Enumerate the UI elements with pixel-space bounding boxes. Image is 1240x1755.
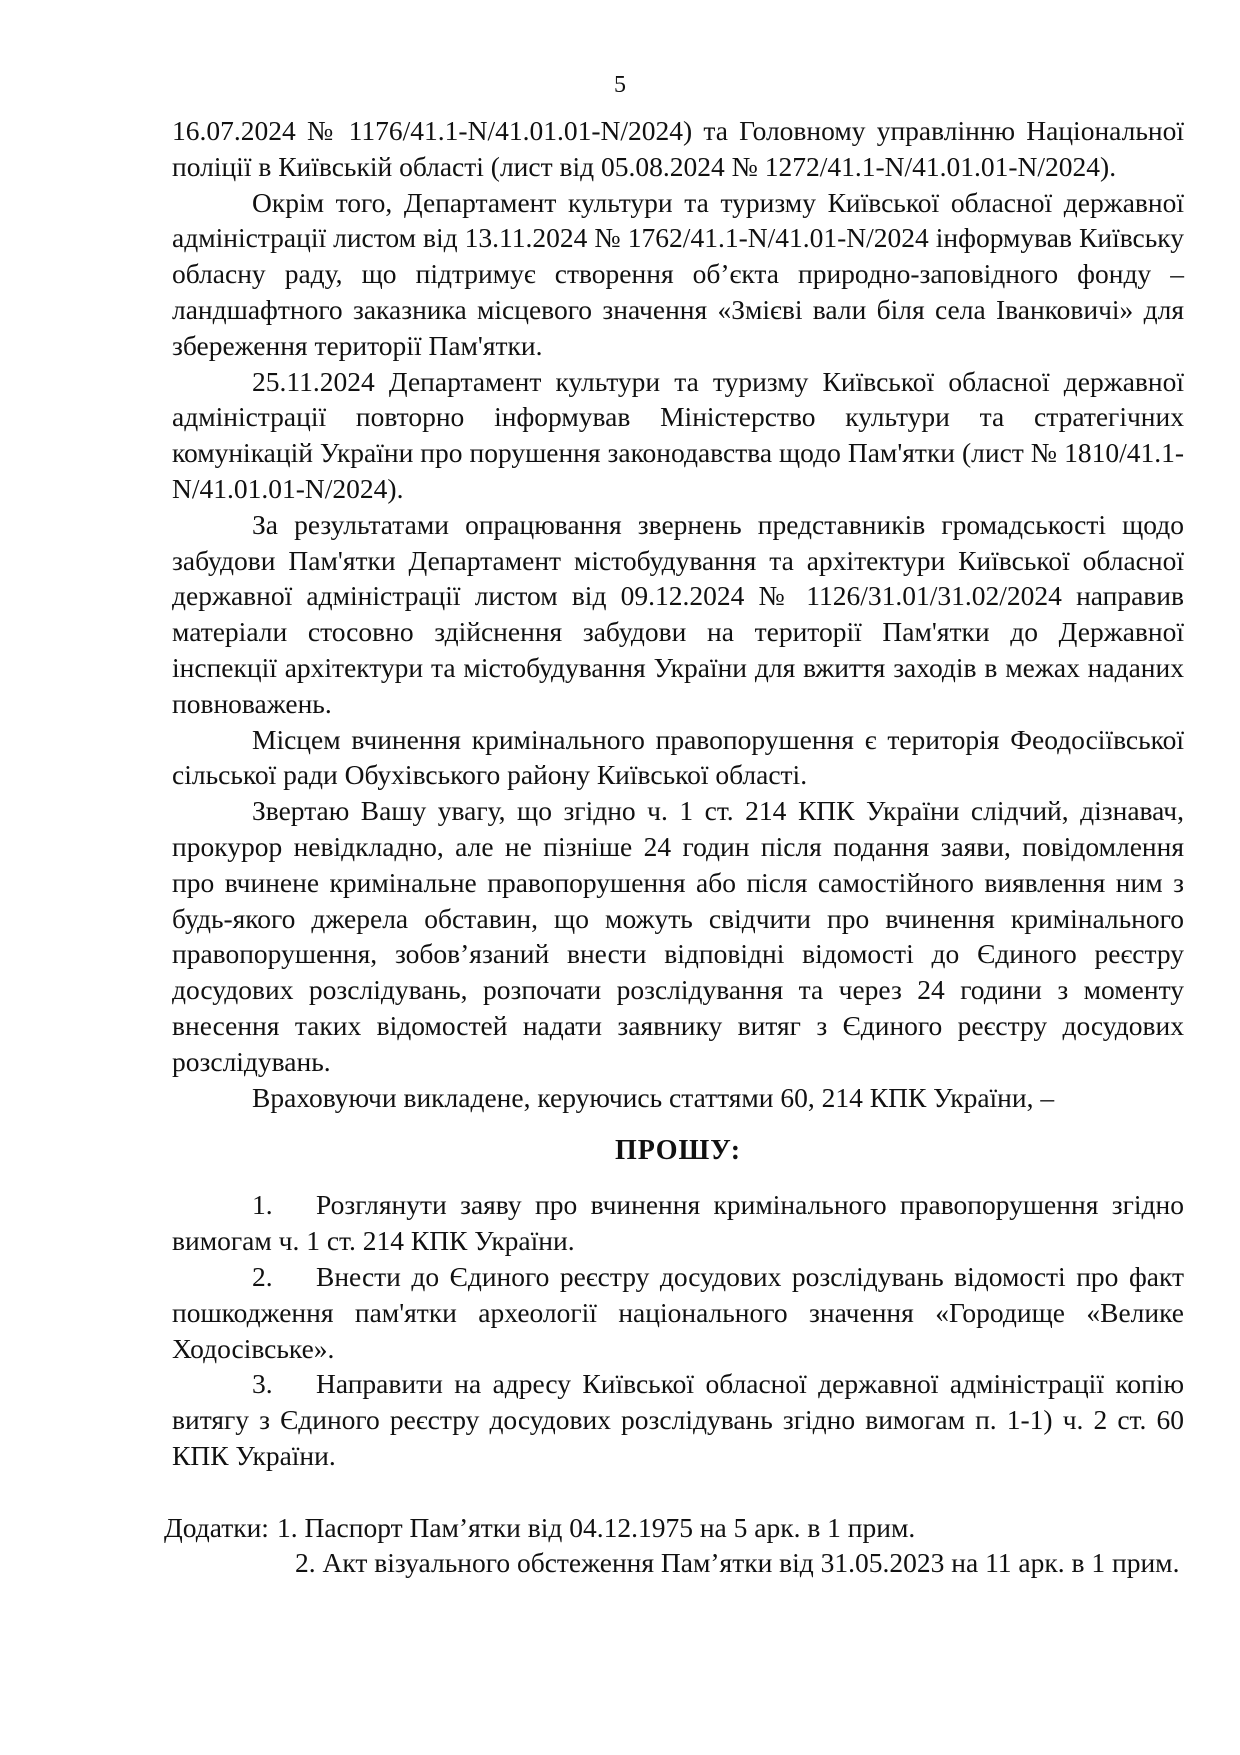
attachment-item: 2. Акт візуального обстеження Пам’ятки від 31.05.2023 на 11 арк. в 1 прим. [295,1547,1180,1579]
request-item [172,1187,1184,1259]
paragraph-continuation: 16.07.2024 № 1176/41.1-N/41.01.01-N/2024) та Головному управлінню Національної поліції в Київській області (лист від 05.08.2024 № 1272/41.1-N/41.01.01-N/2024). [172,115,1184,182]
request-text: Внести до Єдиного реєстру досудових розслідувань відомості про факт пошкодження пам'ятки археології національного значення «Городище «Велике Ходосівське». [172,1260,1184,1364]
spacer [172,1474,1184,1510]
request-text: Розглянути заяву про вчинення кримінального правопорушення згідно вимогам ч. 1 ст. 214 КПК України. [172,1189,1184,1257]
paragraph-urban-planning: За результатами опрацювання звернень представників громадськості щодо забудови Пам'ятки Департамент містобудування та архітектури Київської обласної державної адміністрації листом від 09.12.2024 № 1126/31.01/31.02/2024 направив матеріали стосовно здійснення забудови на території Пам'ятки до Державної інспекції архітектури та містобудування України для вжиття заходів в межах наданих повноважень. [172,508,1184,719]
paragraph-ministry-notice: 25.11.2024 Департамент культури та туризму Київської обласної державної адміністрації повторно інформував Міністерство культури та стратегічних комунікацій України про порушення законодавства щодо Пам'ятки (лист № 1810/41.1-N/41.01.01-N/2024). [172,365,1184,504]
paragraph-culture-department: Окрім того, Департамент культури та туризму Київської обласної державної адміністрації листом від 13.11.2024 № 1762/41.1-N/41.01-N/2024 інформував Київську обласну раду, що підтримує створення об’єкта природно-заповідного фонду – ландшафтного заказника місцевого значення «Змієві вали біля села Іванковичі» для збереження території Пам'ятки. [172,186,1184,361]
request-item [172,1259,1184,1366]
attachments-label: Додатки: [164,1511,269,1543]
request-number: 1. [252,1189,273,1221]
attachment-row [164,1510,1184,1546]
request-text: Направити на адресу Київської обласної державної адміністрації копію витягу з Єдиного реєстру досудових розслідувань згідно вимогам п. 1-1) ч. 2 ст. 60 КПК України. [172,1368,1184,1471]
attachments-section [164,1510,1184,1582]
paragraph-legal-reference: Звертаю Вашу увагу, що згідно ч. 1 ст. 214 КПК України слідчий, дізнавач, прокурор невідкладно, але не пізніше 24 годин після подання заяви, повідомлення про вчинене кримінальне правопорушення або після самостійного виявлення ним з будь-якого джерела обставин, що можуть свідчити про вчинення кримінального правопорушення, зобов’язаний внести відповідні відомості до Єдиного реєстру досудових розслідувань, розпочати розслідування та через 24 години з моменту внесення таких відомостей надати заявнику витяг з Єдиного реєстру досудових розслідувань. [172,795,1184,1077]
paragraph-crime-location: Місцем вчинення кримінального правопорушення є територія Феодосіївської сільської ради Обухівського району Київської області. [172,723,1184,791]
request-number: 2. [252,1260,273,1292]
document-body [164,113,1184,1581]
paragraph-conclusion: Враховуючи викладене, керуючись статтями 60, 214 КПК України, – [252,1081,1055,1113]
request-number: 3. [252,1368,273,1400]
request-item [172,1366,1184,1473]
page-number: 5 [614,72,626,98]
attachment-item: 1. Паспорт Пам’ятки від 04.12.1975 на 5 арк. в 1 прим. [276,1511,916,1543]
request-heading: ПРОШУ: [614,1135,742,1167]
